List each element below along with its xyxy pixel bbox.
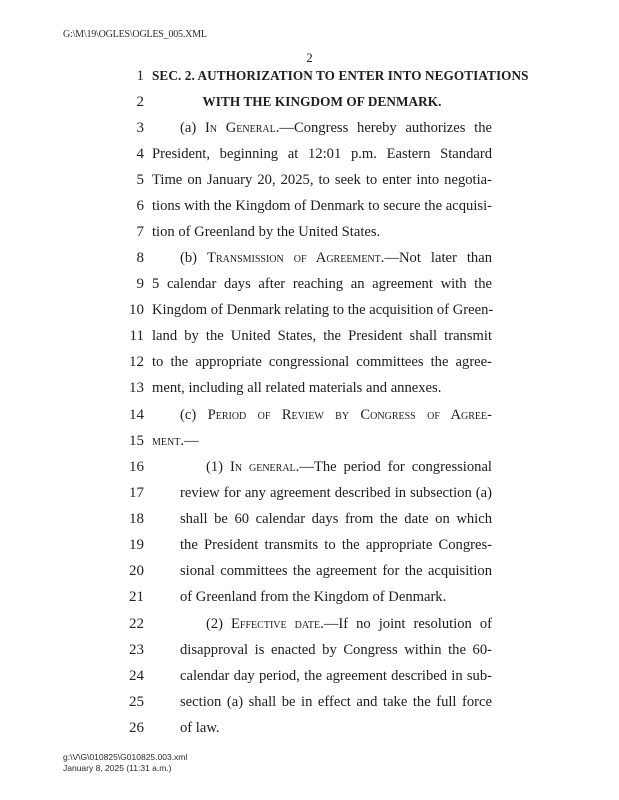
line-number: 10 xyxy=(129,302,144,318)
line-number: 2 xyxy=(136,94,144,110)
subsection-c-heading xyxy=(152,405,492,425)
subsection-title: Period of Review by Congress of Agree- xyxy=(207,407,492,423)
document-line xyxy=(0,431,619,451)
line-text: tions with the Kingdom of Denmark to secure the acquisi- xyxy=(152,198,492,214)
line-text: Time on January 20, 2025, to seek to enter into negotia- xyxy=(152,172,492,188)
line-number: 16 xyxy=(129,459,144,475)
line-number: 8 xyxy=(136,250,144,266)
document-line xyxy=(0,457,619,477)
line-number: 4 xyxy=(136,146,144,162)
subsection-label: (b) xyxy=(180,250,208,266)
document-line xyxy=(0,535,619,555)
document-line xyxy=(0,170,619,190)
paragraph-label: (1) xyxy=(206,459,230,475)
document-line xyxy=(0,222,619,242)
section-heading: SEC. 2. AUTHORIZATION TO ENTER INTO NEGOTIATIONS xyxy=(152,68,529,83)
line-text: 5 calendar days after reaching an agreement with the xyxy=(152,276,492,292)
line-text: shall be 60 calendar days from the date on which xyxy=(180,511,492,527)
line-number: 25 xyxy=(129,694,144,710)
document-line xyxy=(0,326,619,346)
line-text: —Not later than xyxy=(384,250,492,266)
footer xyxy=(63,752,187,773)
subsection-label: (a) xyxy=(180,120,205,136)
line-number: 12 xyxy=(129,354,144,370)
document-line xyxy=(0,718,619,738)
document-line xyxy=(0,196,619,216)
document-line xyxy=(0,509,619,529)
footer-timestamp: January 8, 2025 (11:31 a.m.) xyxy=(63,762,172,773)
line-number: 13 xyxy=(129,380,144,396)
line-number: 23 xyxy=(129,642,144,658)
document-line xyxy=(0,92,619,112)
document-line xyxy=(0,640,619,660)
document-line xyxy=(0,483,619,503)
line-text: sional committees the agreement for the acquisition xyxy=(180,563,492,579)
document-line xyxy=(0,378,619,398)
page-number: 2 xyxy=(306,50,313,65)
document-line xyxy=(0,561,619,581)
section-heading-continued: WITH THE KINGDOM OF DENMARK. xyxy=(202,94,442,109)
header-file-path: G:\M\19\OGLES\OGLES_005.XML xyxy=(63,29,207,40)
line-number: 26 xyxy=(129,720,144,736)
line-number: 21 xyxy=(129,589,144,605)
paragraph-1-heading xyxy=(180,457,492,477)
document-line xyxy=(0,300,619,320)
line-number: 18 xyxy=(129,511,144,527)
document-line xyxy=(0,144,619,164)
line-number: 19 xyxy=(129,537,144,553)
subsection-title: In General. xyxy=(204,120,280,136)
line-number: 15 xyxy=(129,433,144,449)
line-text: section (a) shall be in effect and take the full force xyxy=(180,694,492,710)
subsection-label: (c) xyxy=(180,407,208,423)
line-number: 3 xyxy=(136,120,144,136)
line-text: tion of Greenland by the United States. xyxy=(152,224,381,240)
document-line xyxy=(0,352,619,372)
subsection-title: Transmission of Agreement. xyxy=(207,250,385,266)
line-text: — xyxy=(183,433,199,449)
subsection-title: ment. xyxy=(152,433,184,449)
paragraph-title: Effective date. xyxy=(231,616,324,632)
subsection-b-heading xyxy=(152,248,492,268)
subsection-a-heading xyxy=(152,118,492,138)
paragraph-title: In general. xyxy=(229,459,300,475)
document-line xyxy=(0,405,619,425)
line-number: 5 xyxy=(136,172,144,188)
line-text: land by the United States, the President shall transmit xyxy=(152,328,492,344)
line-text: —If no joint resolution of xyxy=(323,616,492,632)
line-text: ment, including all related materials and annexes. xyxy=(152,380,442,396)
subsection-c-heading-continued xyxy=(152,431,492,451)
line-text: calendar day period, the agreement described in sub- xyxy=(180,668,492,684)
document-line xyxy=(0,66,619,86)
document-line xyxy=(0,614,619,634)
line-text: President, beginning at 12:01 p.m. Eastern Standard xyxy=(152,146,492,162)
paragraph-2-heading xyxy=(180,614,492,634)
line-number: 9 xyxy=(136,276,144,292)
line-text: of law. xyxy=(180,720,220,736)
document-line xyxy=(0,118,619,138)
document-line xyxy=(0,248,619,268)
line-number: 20 xyxy=(129,563,144,579)
line-text: to the appropriate congressional committees the agree- xyxy=(152,354,492,370)
line-text: of Greenland from the Kingdom of Denmark. xyxy=(180,589,447,605)
line-number: 1 xyxy=(136,68,144,84)
document-line xyxy=(0,587,619,607)
line-number: 7 xyxy=(136,224,144,240)
line-number: 11 xyxy=(129,328,144,344)
document-line xyxy=(0,274,619,294)
document-line xyxy=(0,692,619,712)
footer-file-path: g:\V\G\010825\G010825.003.xml xyxy=(63,752,188,762)
line-number: 6 xyxy=(136,198,144,214)
line-number: 14 xyxy=(129,407,144,423)
document-line xyxy=(0,666,619,686)
line-text: —Congress hereby authorizes the xyxy=(279,120,492,136)
line-text: Kingdom of Denmark relating to the acquisition of Green- xyxy=(152,302,494,318)
line-number: 17 xyxy=(129,485,144,501)
line-number: 24 xyxy=(129,668,144,684)
line-number: 22 xyxy=(129,616,144,632)
paragraph-label: (2) xyxy=(206,616,232,632)
line-text: —The period for congressional xyxy=(299,459,492,475)
line-text: disapproval is enacted by Congress within the 60- xyxy=(180,642,492,658)
line-text: review for any agreement described in subsection (a) xyxy=(180,485,492,501)
line-text: the President transmits to the appropriate Congres- xyxy=(180,537,492,553)
